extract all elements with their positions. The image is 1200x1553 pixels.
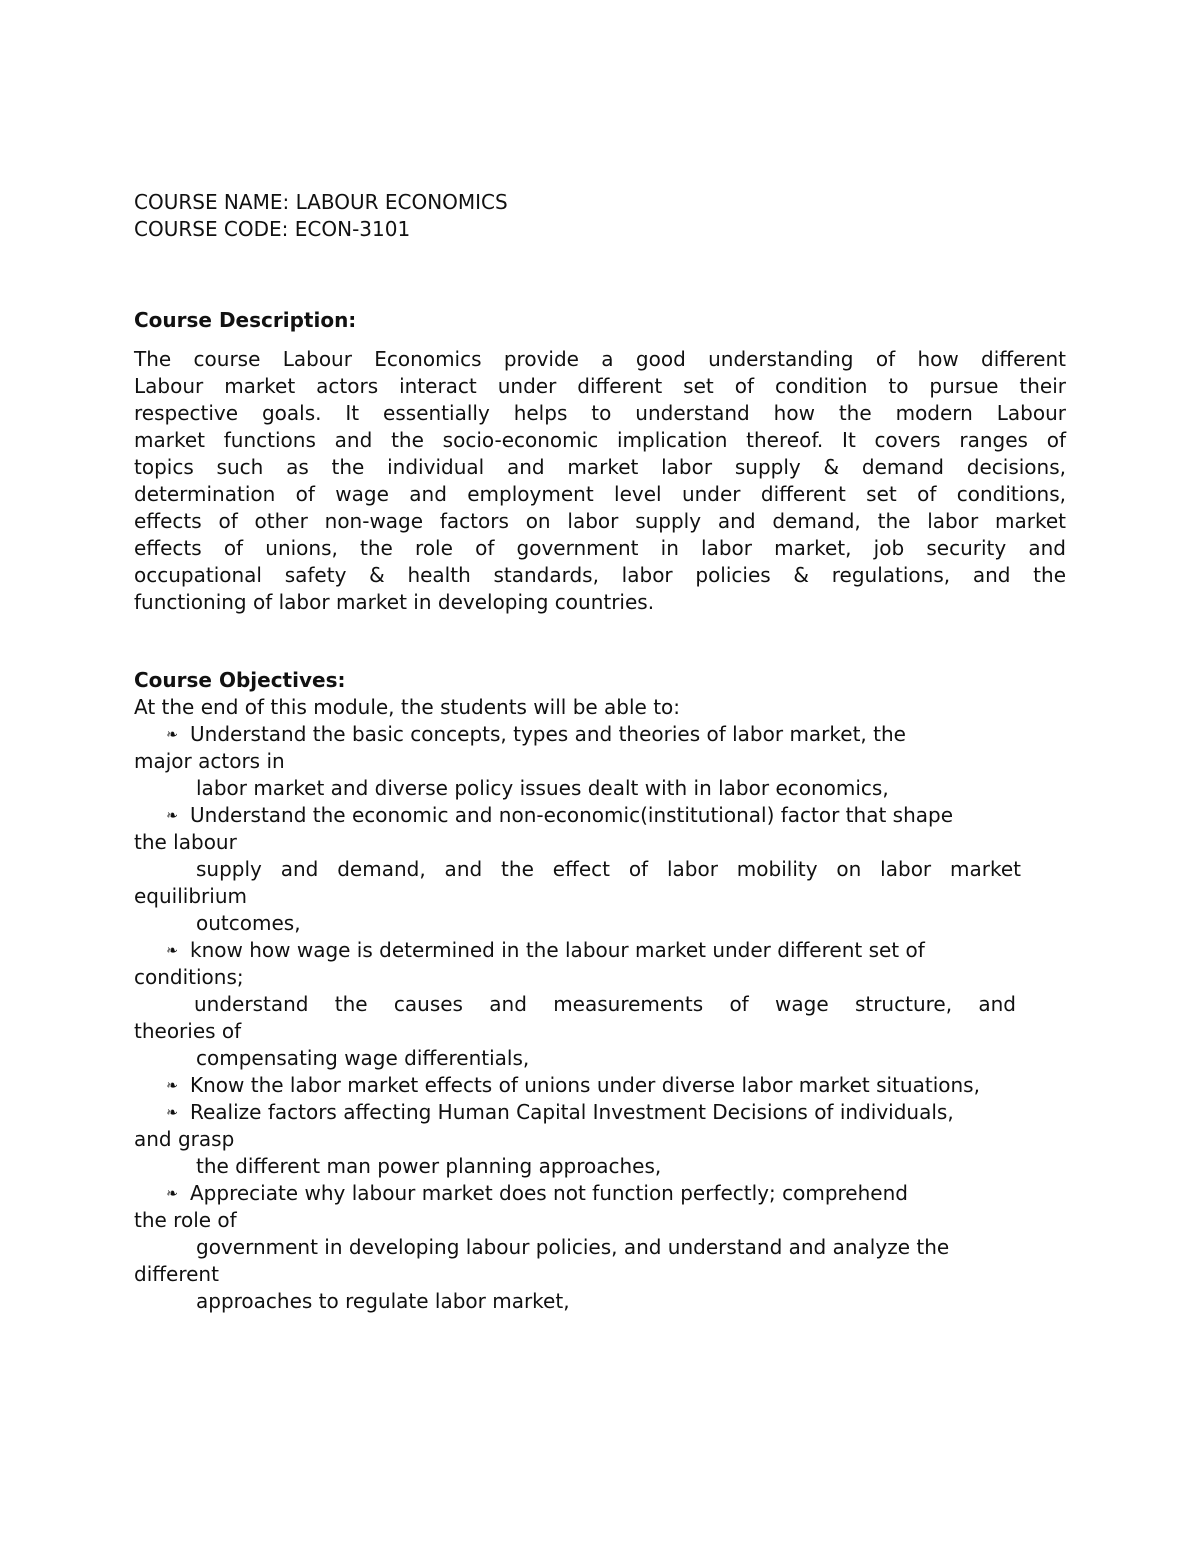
objective-text: compensating wage differentials, [196, 1046, 530, 1070]
description-line: functioning of labor market in developing countries. [134, 590, 655, 614]
description-heading: Course Description: [134, 308, 357, 332]
description-line: Labour market actors interact under different set of condition to pursue their [134, 374, 1066, 398]
objective-item [162, 1099, 954, 1126]
description-line: market functions and the socio-economic implication thereof. It covers ranges of [134, 428, 1066, 452]
fleuron-bullet-icon: ❧ [166, 1078, 178, 1094]
objective-text: government in developing labour policies, and understand and analyze the [196, 1235, 950, 1259]
objective-text: the role of [134, 1208, 237, 1232]
objective-text: understand the causes and measurements of wage structure, and [194, 992, 1016, 1016]
objective-text: Understand the basic concepts, types and theories of labor market, the [190, 722, 906, 746]
objective-text: and grasp [134, 1127, 235, 1151]
fleuron-bullet-icon: ❧ [166, 1186, 178, 1202]
fleuron-bullet-icon: ❧ [166, 943, 178, 959]
objective-text: theories of [134, 1019, 242, 1043]
objective-text: conditions; [134, 965, 244, 989]
objectives-heading: Course Objectives: [134, 668, 346, 692]
objective-text: supply and demand, and the effect of labor mobility on labor market [196, 857, 1021, 881]
description-line: effects of unions, the role of government in labor market, job security and [134, 536, 1066, 560]
objective-text: the different man power planning approaches, [196, 1154, 662, 1178]
fleuron-bullet-icon: ❧ [166, 808, 178, 824]
objective-text: approaches to regulate labor market, [196, 1289, 570, 1313]
objective-text: different [134, 1262, 219, 1286]
objective-item [162, 802, 953, 829]
objective-text: the labour [134, 830, 237, 854]
course-code: COURSE CODE: ECON-3101 [134, 217, 411, 241]
description-line: topics such as the individual and market labor supply & demand decisions, [134, 455, 1066, 479]
objective-text: labor market and diverse policy issues dealt with in labor economics, [196, 776, 889, 800]
description-line: effects of other non-wage factors on labor supply and demand, the labor market [134, 509, 1066, 533]
objective-text: know how wage is determined in the labour market under different set of [190, 938, 925, 962]
objective-item [162, 721, 906, 748]
objective-text: Know the labor market effects of unions under diverse labor market situations, [190, 1073, 980, 1097]
objective-item [162, 1072, 980, 1099]
objective-text: Realize factors affecting Human Capital Investment Decisions of individuals, [190, 1100, 954, 1124]
course-name: COURSE NAME: LABOUR ECONOMICS [134, 190, 508, 214]
description-line: determination of wage and employment level under different set of conditions, [134, 482, 1066, 506]
description-line: The course Labour Economics provide a good understanding of how different [134, 347, 1066, 371]
fleuron-bullet-icon: ❧ [166, 1105, 178, 1121]
description-line: respective goals. It essentially helps to understand how the modern Labour [134, 401, 1066, 425]
objectives-intro: At the end of this module, the students will be able to: [134, 695, 681, 719]
objective-text: major actors in [134, 749, 285, 773]
objective-item [162, 1180, 908, 1207]
objective-text: equilibrium [134, 884, 247, 908]
objective-text: Understand the economic and non-economic(institutional) factor that shape [190, 803, 954, 827]
objective-item [162, 937, 925, 964]
description-line: occupational safety & health standards, labor policies & regulations, and the [134, 563, 1066, 587]
objective-text: Appreciate why labour market does not function perfectly; comprehend [190, 1181, 908, 1205]
objective-text: outcomes, [196, 911, 301, 935]
fleuron-bullet-icon: ❧ [166, 727, 178, 743]
